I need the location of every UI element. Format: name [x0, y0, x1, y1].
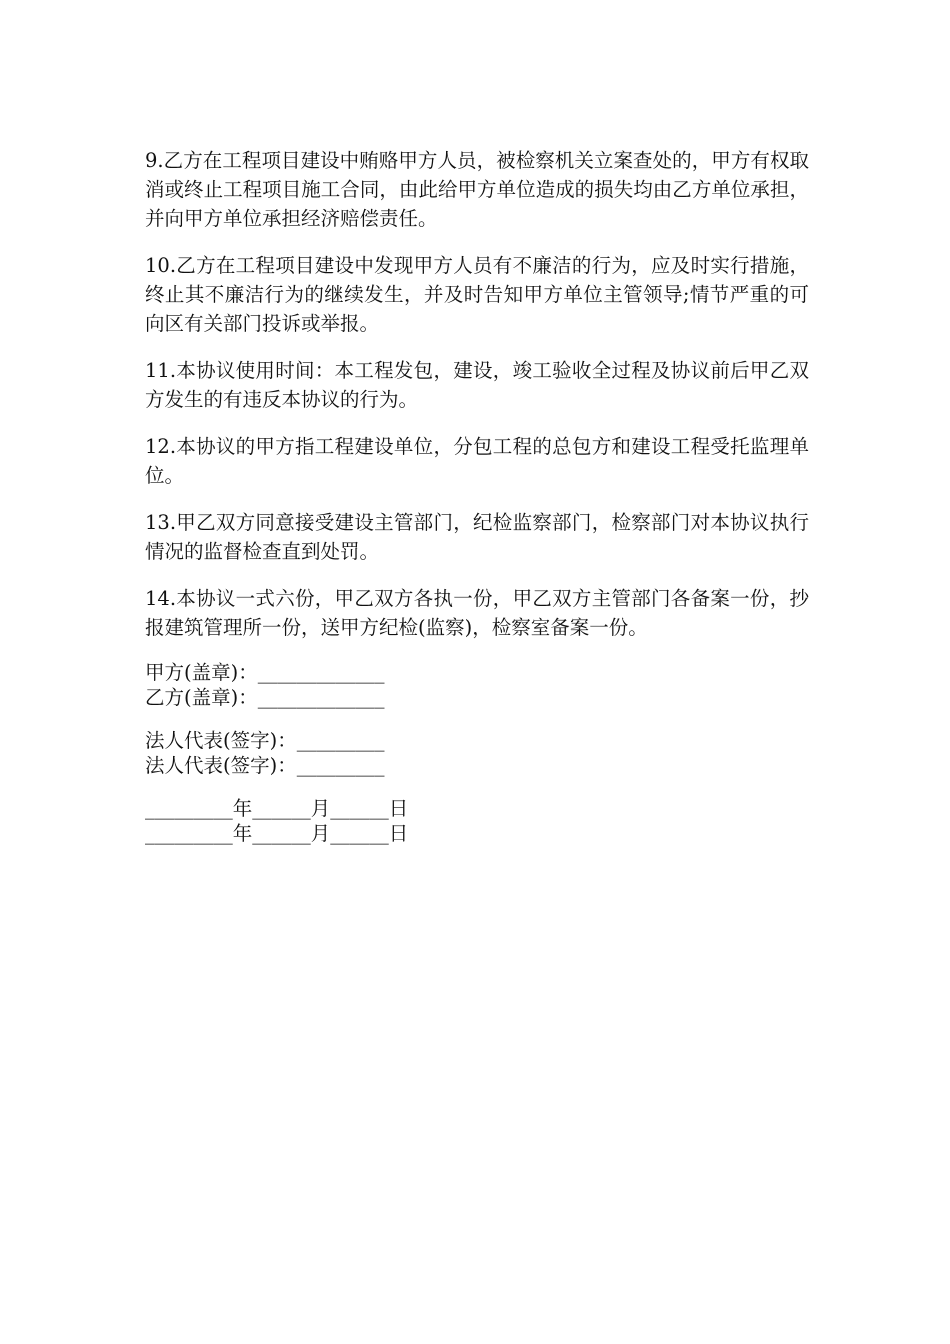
signature-block [145, 728, 809, 778]
clause-14: 14.本协议一式六份，甲乙双方各执一份，甲乙双方主管部门各备案一份，抄报建筑管理所一份，送甲方纪检(监察)，检察室备案一份。 [145, 587, 809, 639]
date-line-b: _________年______月______日 [145, 822, 409, 845]
date-block [145, 796, 809, 846]
date-line-a: _________年______月______日 [145, 797, 409, 820]
legal-rep-a-signature-line: 法人代表(签字)：_________ [145, 729, 385, 752]
clause-10: 10.乙方在工程项目建设中发现甲方人员有不廉洁的行为，应及时实行措施，终止其不廉洁行为的继续发生，并及时告知甲方单位主管领导;情节严重的可向区有关部门投诉或举报。 [145, 254, 809, 335]
clause-11: 11.本协议使用时间：本工程发包，建设，竣工验收全过程及协议前后甲乙双方发生的有违反本协议的行为。 [145, 359, 809, 411]
legal-rep-b-signature-line: 法人代表(签字)：_________ [145, 754, 385, 777]
clause-9: 9.乙方在工程项目建设中贿赂甲方人员，被检察机关立案查处的，甲方有权取消或终止工程项目施工合同，由此给甲方单位造成的损失均由乙方单位承担，并向甲方单位承担经济赔偿责任。 [145, 149, 809, 230]
document-page [145, 146, 809, 864]
seal-block [145, 660, 809, 710]
party-a-seal-line: 甲方(盖章)：_____________ [145, 661, 385, 684]
clause-12: 12.本协议的甲方指工程建设单位，分包工程的总包方和建设工程受托监理单位。 [145, 435, 809, 487]
clause-13: 13.甲乙双方同意接受建设主管部门，纪检监察部门，检察部门对本协议执行情况的监督检查直到处罚。 [145, 511, 809, 563]
party-b-seal-line: 乙方(盖章)：_____________ [145, 686, 385, 709]
